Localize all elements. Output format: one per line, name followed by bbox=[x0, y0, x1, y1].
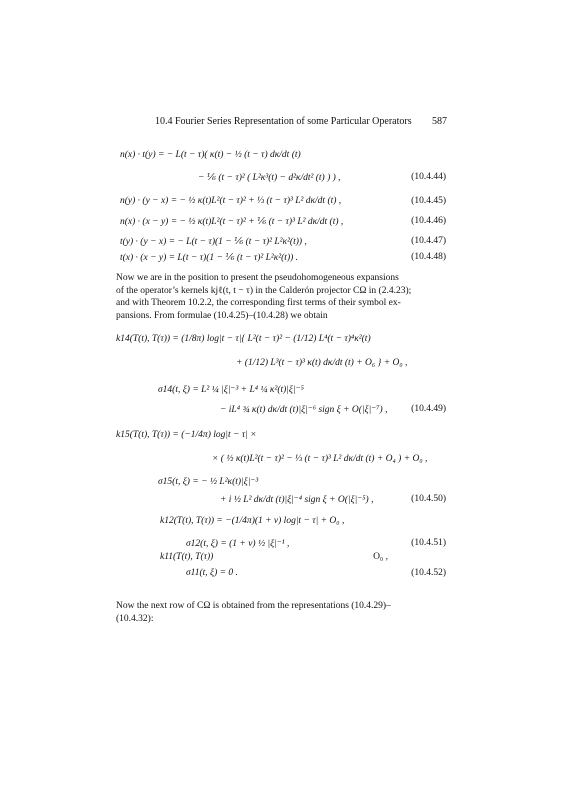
equation-row bbox=[116, 552, 446, 568]
equation-number: (10.4.47) bbox=[411, 236, 446, 246]
equation-text: − ⅙ (t − τ)² ( L²κ³(t) − d²κ/dt² (t) ) ) , bbox=[198, 173, 341, 183]
equation-row bbox=[116, 516, 446, 538]
running-header bbox=[155, 116, 447, 130]
equation-text: − iL⁴ ¾ κ(t) dκ/dt (t)|ξ|⁻⁶ sign ξ + O(|ξ|⁻⁷) , bbox=[220, 405, 388, 415]
equation-text: n(x) · t(y) = − L(t − τ)( κ(t) − ½ (t − τ) dκ/dt (t) bbox=[120, 150, 301, 160]
equation-number: (10.4.48) bbox=[411, 252, 446, 262]
equation-text: σ15(t, ξ) = − ½ L²κ(t)|ξ|⁻³ bbox=[158, 477, 259, 487]
paragraph-line: and with Theorem 10.2.2, the corresponding first terms of their symbol ex- bbox=[116, 298, 401, 308]
paragraph-line: of the operator’s kernels kjℓ(t, t − τ) in the Calderón projector CΩ in (2.4.23); bbox=[116, 285, 412, 296]
equation-group-middle bbox=[116, 334, 446, 516]
equation-text: + (1/12) L³(t − τ)³ κ(t) dκ/dt (t) + O₆ } + O₀ , bbox=[236, 358, 408, 368]
equation-text: t(x) · (x − y) = L(t − τ)(1 − ⅙ (t − τ)² L²κ²(t)) . bbox=[120, 253, 299, 263]
equation-row bbox=[116, 430, 446, 454]
equation-text: k11(T(t), T(τ)) bbox=[160, 552, 214, 562]
header-title: 10.4 Fourier Series Representation of some Particular Operators bbox=[155, 116, 412, 127]
equation-row bbox=[116, 404, 446, 430]
equation-group-top bbox=[116, 150, 446, 268]
equation-text: + i ½ L² dκ/dt (t)|ξ|⁻⁴ sign ξ + O(|ξ|⁻⁵) , bbox=[220, 495, 374, 505]
paragraph-line: (10.4.32): bbox=[116, 613, 154, 624]
equation-number: (10.4.50) bbox=[411, 494, 446, 504]
equation-text: k15(T(t), T(τ)) = (−1/4π) log|t − τ| × bbox=[116, 430, 257, 440]
equation-text: k12(T(t), T(τ)) = −(1/4π)(1 + ν) log|t − τ| + O₀ , bbox=[160, 516, 345, 526]
paragraph-line: Now we are in the position to present the pseudohomogeneous expansions bbox=[116, 273, 399, 283]
page-number: 587 bbox=[432, 116, 447, 127]
equation-number: (10.4.52) bbox=[411, 568, 446, 578]
equation-row bbox=[116, 172, 446, 196]
equation-row bbox=[116, 538, 446, 552]
equation-row bbox=[116, 236, 446, 252]
equation-text: n(y) · (y − x) = − ½ κ(t)L²(t − τ)² + ⅓ (t − τ)³ L² dκ/dt (t) , bbox=[120, 196, 342, 206]
equation-row bbox=[116, 150, 446, 172]
equation-text: × ( ½ κ(t)L²(t − τ)² − ⅓ (t − τ)³ L² dκ/dt (t) + O₄ ) + O₀ , bbox=[212, 454, 428, 464]
body-paragraph bbox=[116, 600, 447, 625]
equation-row bbox=[116, 494, 446, 516]
equation-term: O₀ , bbox=[373, 552, 388, 562]
paragraph-line: Now the next row of CΩ is obtained from the representations (10.4.29)– bbox=[116, 601, 391, 611]
equation-row bbox=[116, 216, 446, 236]
equation-row bbox=[116, 252, 446, 268]
equation-text: σ14(t, ξ) = L² ¼ |ξ|⁻³ + L⁴ ¼ κ²(t)|ξ|⁻⁵ bbox=[158, 385, 304, 395]
equation-text: t(y) · (y − x) = − L(t − τ)(1 − ⅙ (t − τ)² L²κ²(t)) , bbox=[120, 237, 307, 247]
equation-row bbox=[116, 476, 446, 494]
equation-number: (10.4.44) bbox=[411, 172, 446, 182]
equation-row bbox=[116, 358, 446, 384]
equation-row bbox=[116, 334, 446, 358]
equation-text: σ11(t, ξ) = 0 . bbox=[186, 568, 238, 578]
equation-row bbox=[116, 454, 446, 476]
equation-number: (10.4.46) bbox=[411, 216, 446, 226]
equation-number: (10.4.45) bbox=[411, 196, 446, 206]
body-paragraph bbox=[116, 272, 447, 322]
equation-text: k14(T(t), T(τ)) = (1/8π) log|t − τ|{ L²(t − τ)² − (1/12) L⁴(t − τ)⁴κ²(t) bbox=[116, 334, 371, 344]
equation-text: σ12(t, ξ) = (1 + ν) ½ |ξ|⁻¹ , bbox=[186, 539, 290, 549]
equation-text: n(x) · (x − y) = − ½ κ(t)L²(t − τ)² + ⅙ (t − τ)³ L² dκ/dt (t) , bbox=[120, 217, 344, 227]
equation-number: (10.4.49) bbox=[411, 404, 446, 414]
equation-number: (10.4.51) bbox=[411, 538, 446, 548]
paragraph-line: pansions. From formulae (10.4.25)–(10.4.28) we obtain bbox=[116, 310, 328, 321]
equation-group-lower bbox=[116, 516, 446, 582]
equation-row bbox=[116, 568, 446, 582]
equation-row bbox=[116, 196, 446, 216]
equation-row bbox=[116, 384, 446, 404]
